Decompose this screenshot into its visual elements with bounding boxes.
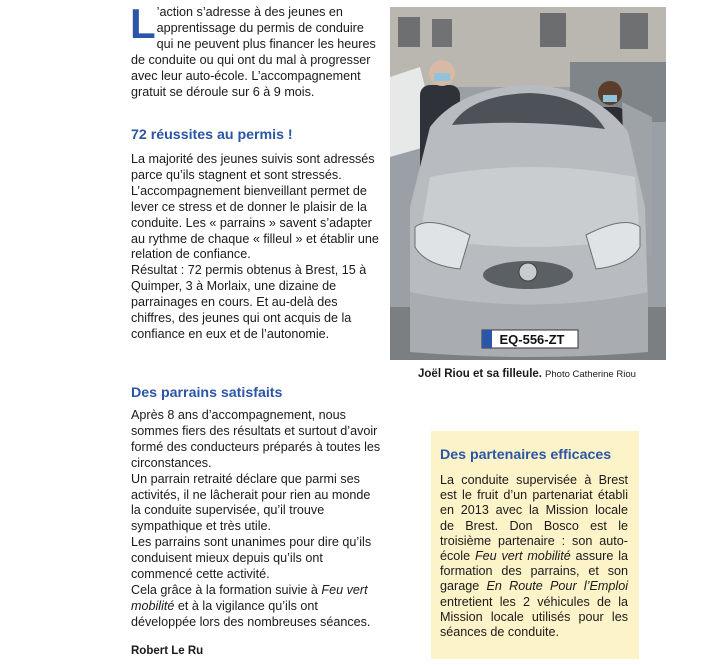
- section-successes-body: [131, 152, 383, 343]
- section-sponsors-body: [131, 408, 383, 631]
- partners-box: [431, 431, 639, 659]
- car-photo: [390, 7, 666, 360]
- license-plate: EQ-556-ZT: [499, 332, 565, 347]
- author-signature: Robert Le Ru: [131, 645, 204, 657]
- intro-text: ’action s’adresse à des jeunes en apprentissage du permis de conduire qui ne peuvent plus financer les heures de conduite ou qui ont du mal à progresser avec leur auto-école. L’accompagnement gratuit se déroule sur 6 à 9 mois.: [131, 5, 376, 99]
- photo-caption: [418, 368, 636, 380]
- partners-text: La conduite supervisée à Brest est le fruit d’un partenariat établi en 2013 avec la Mission locale de Brest. Don Bosco est le troisième partenaire : son auto-école Feu vert mobilité assure la formation des parrains, et son garage En Route Pour l’Emploi entretient les 2 véhicules de la Mission locale utilisés pour les séances de conduite.: [440, 473, 628, 640]
- intro-paragraph: [130, 0, 383, 100]
- sponsors-paragraph-3: Les parrains sont unanimes pour dire qu’ils conduisent mieux depuis qu’ils ont commencé cette activité.: [131, 535, 372, 582]
- section-heading-successes: 72 réussites au permis !: [131, 127, 293, 143]
- caption-credit: Photo Catherine Riou: [545, 369, 636, 380]
- section-heading-sponsors: Des parrains satisfaits: [131, 385, 283, 401]
- sponsors-paragraph-2: Un parrain retraité déclare que parmi ses activités, il ne lâcherait pour rien au monde la conduite supervisée, qu’il trouve sympathique et très utile.: [131, 471, 371, 534]
- sponsors-paragraph-1: Après 8 ans d’accompagnement, nous sommes fiers des résultats et surtout d’avoir formé des conducteurs préparés à toutes les circonstances.: [131, 408, 381, 470]
- drop-cap: L: [130, 0, 156, 47]
- partners-heading: Des partenaires efficaces: [440, 447, 612, 463]
- caption-name: Joël Riou et sa filleule.: [418, 368, 542, 380]
- successes-paragraph-1: La majorité des jeunes suivis sont adressés parce qu’ils stagnent et sont stressés. L’accompagnement bienveillant permet de lever ce stress et de donner le plaisir de la conduite. Les « parrains » savent s’adapter au rythme de chaque « filleul » et établir une relation de confiance.: [131, 152, 379, 262]
- successes-paragraph-2: Résultat : 72 permis obtenus à Brest, 15 à Quimper, 3 à Morlaix, une dizaine de parrainages en cours. Et au-delà des chiffres, des jeunes qui ont acquis de la confiance en eux et de l’autonomie.: [131, 263, 367, 341]
- sponsors-paragraph-4: Cela grâce à la formation suivie à Feu vert mobilité et à la vigilance qu’ils ont développée lors des nombreuses séances.: [131, 582, 371, 629]
